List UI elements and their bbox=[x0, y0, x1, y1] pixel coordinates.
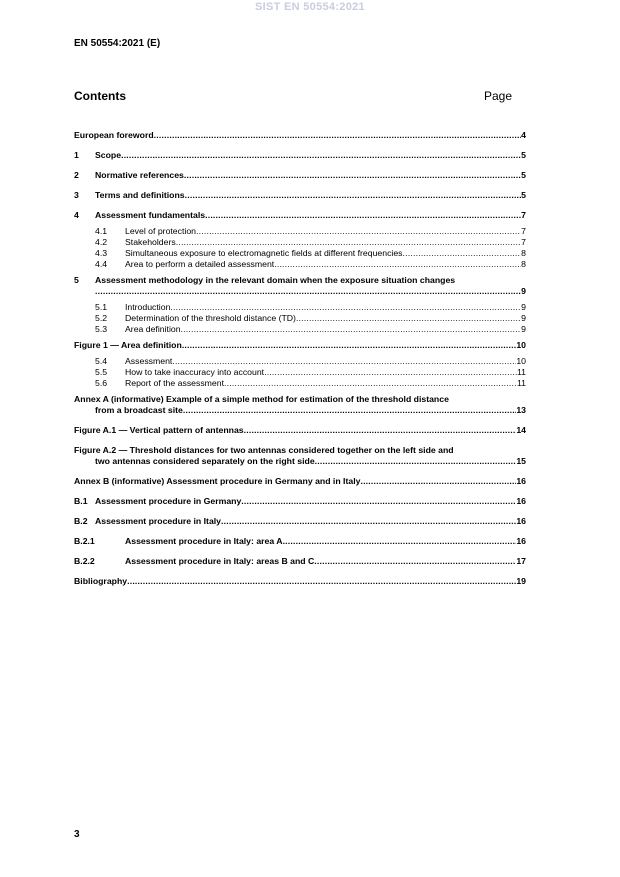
toc-page-number: 5 bbox=[521, 170, 526, 180]
toc-entry-title: Area definition bbox=[125, 324, 181, 334]
toc-page-number: 7 bbox=[521, 210, 526, 220]
toc-page-number: 4 bbox=[521, 130, 526, 140]
dot-leader bbox=[221, 516, 516, 527]
watermark: SIST EN 50554:2021 bbox=[255, 1, 365, 13]
toc-page-number: 9 bbox=[521, 324, 526, 334]
toc-entry-assessment-fundamentals[interactable] bbox=[74, 210, 526, 221]
dot-leader bbox=[314, 556, 516, 567]
toc-page-number: 17 bbox=[516, 556, 526, 566]
toc-entry-title-continued: two antennas considered separately on the right side bbox=[95, 456, 315, 466]
toc-entry-normative-references[interactable] bbox=[74, 170, 526, 181]
toc-entry-title: Assessment procedure in Italy bbox=[95, 516, 222, 526]
dot-leader bbox=[183, 405, 516, 416]
toc-entry-title: Assessment fundamentals bbox=[95, 210, 206, 220]
toc-entry-assessment-methodology[interactable] bbox=[74, 275, 526, 297]
toc-entry-inaccuracy[interactable] bbox=[74, 367, 526, 378]
toc-page-number: 8 bbox=[521, 248, 526, 258]
toc-page-number: 5 bbox=[521, 150, 526, 160]
toc-entry-bibliography[interactable] bbox=[74, 576, 526, 587]
toc-page-number: 7 bbox=[521, 237, 526, 247]
toc-entry-title: Stakeholders bbox=[125, 237, 176, 247]
toc-entry-title: Assessment procedure in Italy: area A bbox=[125, 536, 283, 546]
toc-entry-title: Figure 1 — Area definition bbox=[74, 340, 182, 350]
dot-leader bbox=[176, 237, 521, 248]
toc-entry-title: Figure A.1 — Vertical pattern of antennas bbox=[74, 425, 244, 435]
toc-page-number: 5 bbox=[521, 190, 526, 200]
toc-entry-title: Assessment procedure in Germany bbox=[95, 496, 242, 506]
toc-page-number: 10 bbox=[516, 356, 526, 366]
toc-page-number: 11 bbox=[516, 367, 526, 377]
toc-entry-number: B.2.2 bbox=[74, 556, 95, 566]
toc-page-number: 13 bbox=[516, 405, 526, 415]
dot-leader bbox=[241, 496, 516, 507]
toc-entry-number: 4.3 bbox=[95, 248, 108, 258]
toc-entry-title: Area to perform a detailed assessment bbox=[125, 259, 275, 269]
dot-leader bbox=[185, 190, 522, 201]
toc-entry-title: Bibliography bbox=[74, 576, 128, 586]
toc-page-number: 8 bbox=[521, 259, 526, 269]
document-identifier: EN 50554:2021 (E) bbox=[74, 38, 161, 49]
dot-leader bbox=[121, 150, 521, 161]
toc-page-number: 16 bbox=[516, 516, 526, 526]
toc-entry-annex-a[interactable] bbox=[74, 394, 526, 416]
toc-entry-number: 5 bbox=[74, 275, 79, 285]
toc-page-number: 7 bbox=[521, 226, 526, 236]
page-column-label: Page bbox=[484, 89, 513, 103]
toc-entry-introduction[interactable] bbox=[74, 302, 526, 313]
toc-entry-number: 5.1 bbox=[95, 302, 108, 312]
dot-leader bbox=[403, 248, 522, 259]
toc-entry-simultaneous-exposure[interactable] bbox=[74, 248, 526, 259]
toc-entry-title: Figure A.2 — Threshold distances for two antennas considered together on the left side and bbox=[74, 445, 454, 455]
toc-entry-level-of-protection[interactable] bbox=[74, 226, 526, 237]
toc-page-number: 9 bbox=[521, 286, 526, 296]
toc-entry-title: Simultaneous exposure to electromagnetic fields at different frequencies bbox=[125, 248, 403, 258]
dot-leader bbox=[154, 130, 522, 141]
toc-entry-title: Terms and definitions bbox=[95, 190, 185, 200]
toc-entry-title: Determination of the threshold distance (TD) bbox=[125, 313, 296, 323]
toc-entry-terms-and-definitions[interactable] bbox=[74, 190, 526, 201]
dot-leader bbox=[315, 456, 517, 467]
toc-entry-number: 2 bbox=[74, 170, 79, 180]
toc-entry-number: 5.4 bbox=[95, 356, 108, 366]
page-number: 3 bbox=[74, 829, 80, 840]
dot-leader bbox=[127, 576, 516, 587]
toc-entry-number: 4.4 bbox=[95, 259, 108, 269]
dot-leader bbox=[296, 313, 521, 324]
toc-entry-title: Assessment procedure in Italy: areas B and C bbox=[125, 556, 315, 566]
toc-entry-b1[interactable] bbox=[74, 496, 526, 507]
toc-entry-number: 3 bbox=[74, 190, 79, 200]
toc-entry-b2-1[interactable] bbox=[74, 536, 526, 547]
toc-entry-title: Scope bbox=[95, 150, 122, 160]
toc-entry-title: Normative references bbox=[95, 170, 184, 180]
toc-entry-stakeholders[interactable] bbox=[74, 237, 526, 248]
toc-entry-number: 5.6 bbox=[95, 378, 108, 388]
toc-page-number: 15 bbox=[516, 456, 526, 466]
toc-entry-b2[interactable] bbox=[74, 516, 526, 527]
toc-entry-title: Assessment bbox=[125, 356, 173, 366]
dot-leader bbox=[224, 378, 517, 389]
toc-entry-area-definition[interactable] bbox=[74, 324, 526, 335]
dot-leader bbox=[95, 286, 521, 297]
toc-entry-figure-a1[interactable] bbox=[74, 425, 526, 436]
dot-leader bbox=[196, 226, 521, 237]
toc-entry-title: Report of the assessment bbox=[125, 378, 224, 388]
dot-leader bbox=[205, 210, 521, 221]
dot-leader bbox=[360, 476, 516, 487]
toc-page-number: 11 bbox=[516, 378, 526, 388]
toc-entry-line bbox=[74, 405, 526, 416]
toc-entry-number: 5.3 bbox=[95, 324, 108, 334]
dot-leader bbox=[244, 425, 517, 436]
toc-entry-annex-b[interactable] bbox=[74, 476, 526, 487]
toc-entry-number: 4.1 bbox=[95, 226, 108, 236]
toc-page-number: 9 bbox=[521, 302, 526, 312]
toc-entry-figure-a2[interactable] bbox=[74, 445, 526, 467]
toc-entry-assessment[interactable] bbox=[74, 356, 526, 367]
toc-entry-title: Level of protection bbox=[125, 226, 196, 236]
toc-entry-line bbox=[74, 275, 526, 286]
toc-entry-title: European foreword bbox=[74, 130, 154, 140]
toc-entry-number: 5.5 bbox=[95, 367, 108, 377]
toc-entry-line bbox=[74, 286, 526, 297]
toc-entry-european-foreword[interactable] bbox=[74, 130, 526, 141]
toc-entry-title: How to take inaccuracy into account bbox=[125, 367, 265, 377]
toc-entry-threshold-distance[interactable] bbox=[74, 313, 526, 324]
toc-page-number: 9 bbox=[521, 313, 526, 323]
toc-entry-number: B.1 bbox=[74, 496, 88, 506]
toc-entry-number: 5.2 bbox=[95, 313, 108, 323]
dot-leader bbox=[274, 259, 521, 270]
toc-entry-title: Annex B (informative) Assessment procedure in Germany and in Italy bbox=[74, 476, 361, 486]
toc-entry-number: 1 bbox=[74, 150, 79, 160]
toc-page-number: 16 bbox=[516, 536, 526, 546]
dot-leader bbox=[283, 536, 517, 547]
toc-entry-b2-2[interactable] bbox=[74, 556, 526, 567]
toc-entry-number: B.2.1 bbox=[74, 536, 95, 546]
dot-leader bbox=[182, 340, 517, 351]
toc-entry-title: Assessment methodology in the relevant domain when the exposure situation changes bbox=[95, 275, 456, 285]
toc-entry-line bbox=[74, 456, 526, 467]
toc-page-number: 19 bbox=[516, 576, 526, 586]
toc-entry-scope[interactable] bbox=[74, 150, 526, 161]
toc-page-number: 16 bbox=[516, 476, 526, 486]
toc-entry-report[interactable] bbox=[74, 378, 526, 389]
dot-leader bbox=[170, 302, 521, 313]
toc-entry-number: 4.2 bbox=[95, 237, 108, 247]
toc-page-number: 16 bbox=[516, 496, 526, 506]
toc-entry-area-detailed-assessment[interactable] bbox=[74, 259, 526, 270]
toc-entry-title: Annex A (informative) Example of a simple method for estimation of the threshold distance bbox=[74, 394, 449, 404]
toc-entry-title-continued: from a broadcast site bbox=[95, 405, 183, 415]
contents-heading: Contents bbox=[74, 89, 126, 103]
toc-page-number: 10 bbox=[516, 340, 526, 350]
dot-leader bbox=[184, 170, 521, 181]
dot-leader bbox=[172, 356, 516, 367]
toc-entry-figure-1[interactable] bbox=[74, 340, 526, 351]
toc-entry-title: Introduction bbox=[125, 302, 171, 312]
toc-entry-number: 4 bbox=[74, 210, 79, 220]
toc-page-number: 14 bbox=[516, 425, 526, 435]
toc-entry-number: B.2 bbox=[74, 516, 88, 526]
dot-leader bbox=[181, 324, 522, 335]
table-of-contents bbox=[74, 130, 526, 587]
dot-leader bbox=[264, 367, 517, 378]
